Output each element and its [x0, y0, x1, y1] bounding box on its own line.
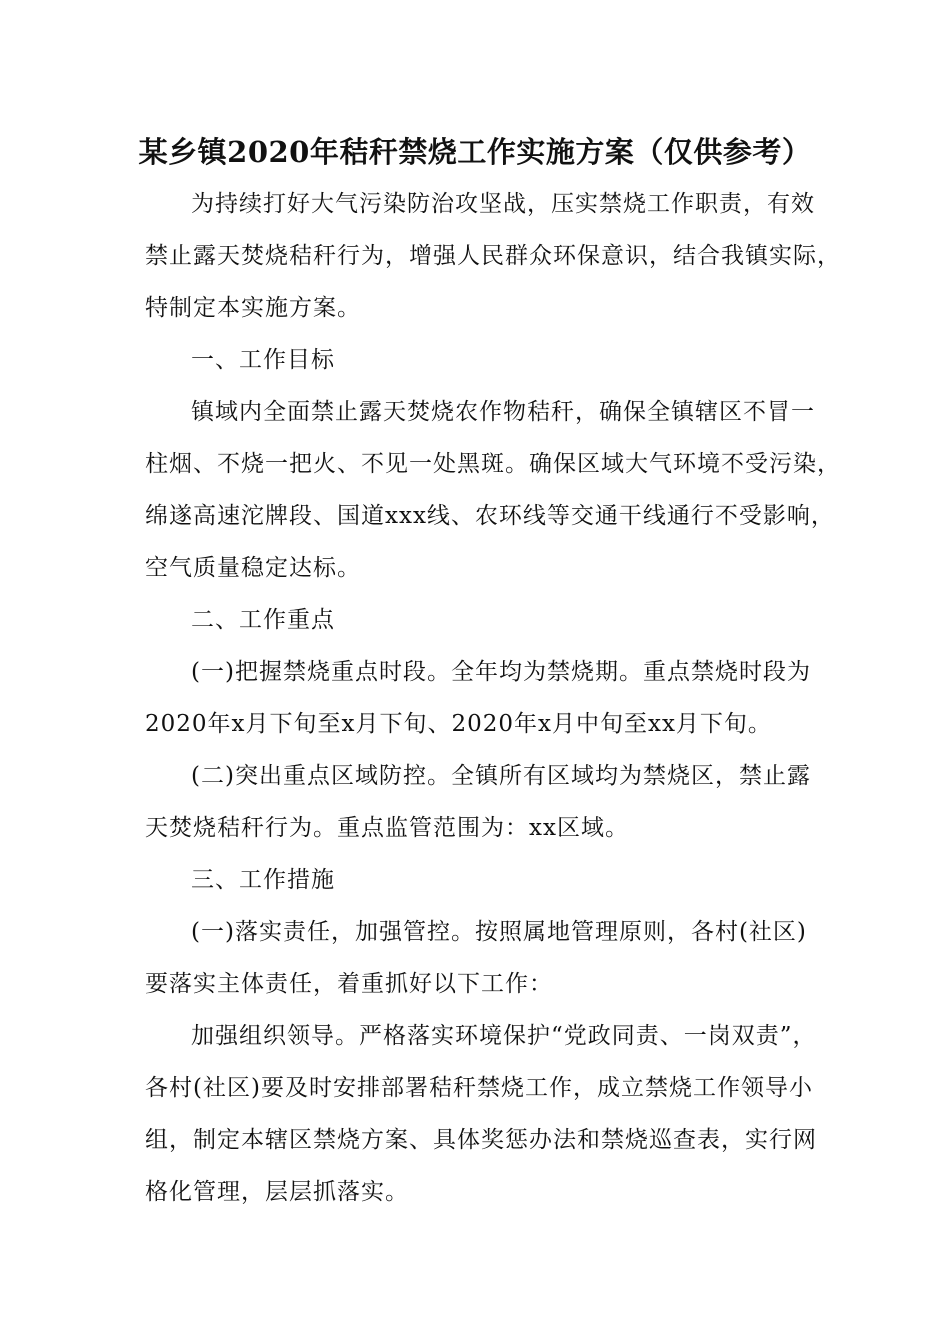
paragraph-line: 特制定本实施方案。: [145, 295, 361, 321]
section-heading: 二、工作重点: [191, 607, 335, 633]
paragraph-line: 天焚烧秸秆行为。重点监管范围为：xx区域。: [145, 815, 629, 841]
paragraph-line: 空气质量稳定达标。: [145, 555, 361, 581]
paragraph-line: (二)突出重点区域防控。全镇所有区域均为禁烧区，禁止露: [191, 763, 811, 789]
paragraph-line: (一)落实责任，加强管控。按照属地管理原则，各村(社区): [191, 919, 807, 945]
paragraph-line: 组，制定本辖区禁烧方案、具体奖惩办法和禁烧巡查表，实行网: [145, 1127, 817, 1153]
paragraph-line: 禁止露天焚烧秸秆行为，增强人民群众环保意识，结合我镇实际，: [145, 243, 841, 269]
paragraph-line: 各村(社区)要及时安排部署秸秆禁烧工作，成立禁烧工作领导小: [145, 1075, 813, 1101]
section-heading: 一、工作目标: [191, 347, 335, 373]
paragraph-line: 2020年x月下旬至x月下旬、2020年x月中旬至xx月下旬。: [145, 711, 772, 737]
paragraph-line: (一)把握禁烧重点时段。全年均为禁烧期。重点禁烧时段为: [191, 659, 811, 685]
section-heading: 三、工作措施: [191, 867, 335, 893]
paragraph-line: 格化管理，层层抓落实。: [145, 1179, 409, 1205]
paragraph-line: 要落实主体责任，着重抓好以下工作：: [145, 971, 553, 997]
paragraph-line: 为持续打好大气污染防治攻坚战，压实禁烧工作职责，有效: [191, 191, 815, 217]
document-title: 某乡镇2020年秸秆禁烧工作实施方案（仅供参考）: [138, 135, 812, 169]
paragraph-line: 加强组织领导。严格落实环境保护“党政同责、一岗双责”，: [191, 1023, 817, 1049]
paragraph-line: 绵遂高速沱牌段、国道xxx线、农环线等交通干线通行不受影响，: [145, 503, 835, 529]
paragraph-line: 镇域内全面禁止露天焚烧农作物秸秆，确保全镇辖区不冒一: [191, 399, 815, 425]
paragraph-line: 柱烟、不烧一把火、不见一处黑斑。确保区域大气环境不受污染，: [145, 451, 841, 477]
